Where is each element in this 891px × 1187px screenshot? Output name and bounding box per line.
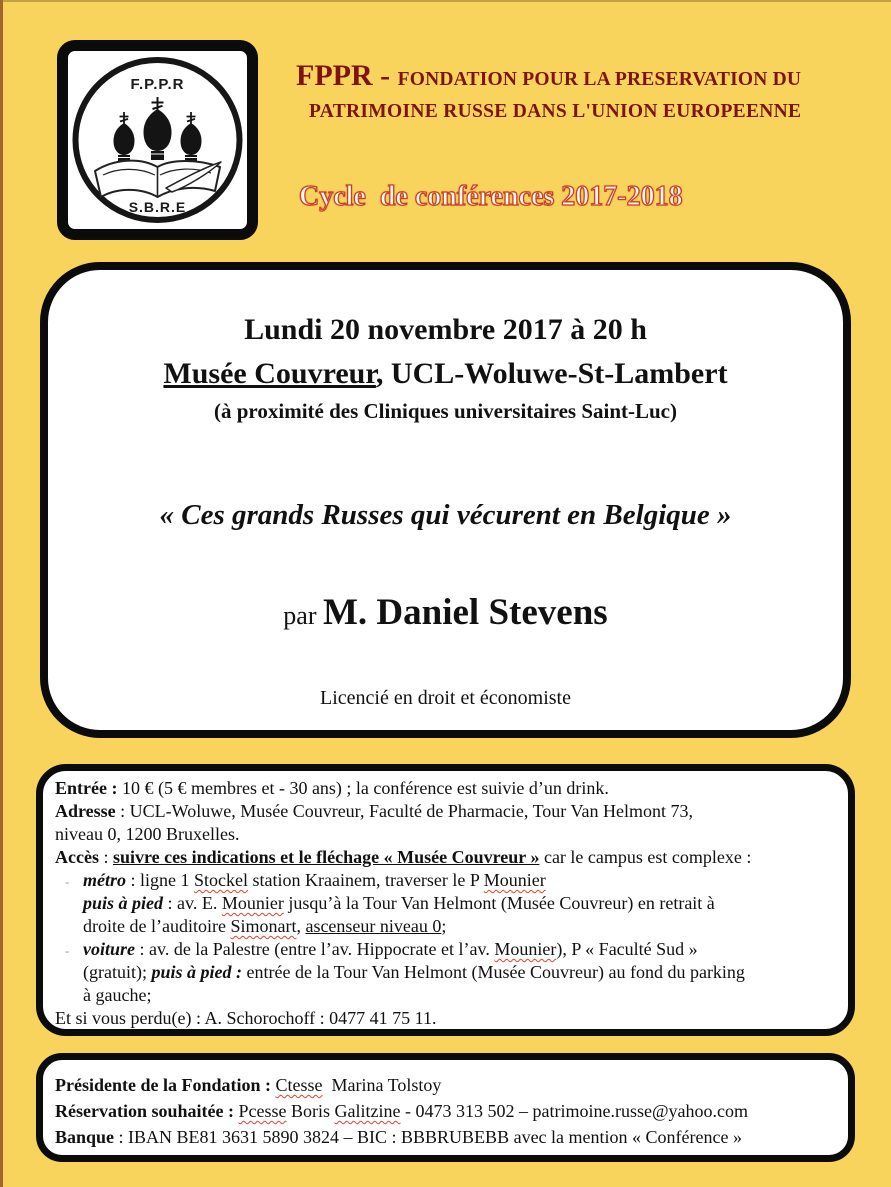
misspelled-word: Galitzine <box>334 1101 401 1121</box>
misspelled-word: Mounier <box>494 939 557 959</box>
pied-text: : av. E. <box>163 893 222 913</box>
voiture-text3: (gratuit); <box>83 962 152 982</box>
org-abbr: FPPR - <box>296 59 398 92</box>
org-name-line1 <box>296 60 874 96</box>
org-title <box>296 60 874 127</box>
pied-text4: , <box>296 916 306 936</box>
acces-label: Accès <box>55 847 99 867</box>
event-venue <box>48 352 843 396</box>
banque-line <box>55 1124 836 1150</box>
misspelled-word: Pcesse <box>238 1101 287 1121</box>
acces-rest: car le campus est complexe : <box>539 847 752 867</box>
voiture-text4: entrée de la Tour Van Helmont (Musée Couvreur) au fond du parking <box>242 962 745 982</box>
acces-line <box>55 846 836 869</box>
metro-line <box>55 869 836 892</box>
footer-card <box>36 1053 855 1162</box>
banque-text: : IBAN BE81 3631 5890 3824 – BIC : BBBRUBEBB avec la mention « Conférence » <box>114 1127 742 1147</box>
entree-line <box>55 777 836 800</box>
adresse-text: : UCL-Woluwe, Musée Couvreur, Faculté de Pharmacie, Tour Van Helmont 73, <box>115 801 693 821</box>
voiture-pied-label: puis à pied : <box>151 962 242 982</box>
president-name: Marina Tolstoy <box>322 1075 442 1095</box>
misspelled-word: Stockel <box>194 870 248 890</box>
misspelled-word: Mounier <box>221 893 284 913</box>
speaker-description: Licencié en droit et économiste <box>319 687 571 709</box>
fppr-logo <box>57 40 258 240</box>
misspelled-word: Simonart <box>230 916 297 936</box>
page-left-edge <box>0 0 3 1187</box>
voiture-line3: à gauche; <box>83 985 152 1005</box>
bullet-marker: ‐ <box>65 943 70 958</box>
reservation-name: Boris <box>286 1101 335 1121</box>
misspelled-word: Ctesse <box>275 1075 323 1095</box>
metro-label: métro <box>83 870 126 890</box>
entree-label: Entrée : <box>55 778 118 798</box>
adresse-line <box>55 800 836 823</box>
pied-text5: ; <box>441 916 447 936</box>
conference-title: « Ces grands Russes qui vécurent en Belgique » <box>159 499 732 531</box>
by-label: par <box>283 601 323 630</box>
pied-label: puis à pied <box>83 893 164 913</box>
info-card <box>36 764 855 1036</box>
reservation-label: Réservation souhaitée : <box>55 1101 234 1121</box>
pied-line <box>55 892 836 915</box>
venue-name: Musée Couvreur <box>163 357 376 390</box>
ascenseur-underline: ascenseur niveau 0 <box>305 916 442 936</box>
president-line <box>55 1072 836 1098</box>
metro-text: : ligne 1 <box>126 870 194 890</box>
voiture-text: : av. de la Palestre (entre l’av. Hippocrate et l’av. <box>135 939 495 959</box>
acces-sep: : <box>98 847 113 867</box>
voiture-text2: ), P « Faculté Sud » <box>556 939 698 959</box>
pied-line2 <box>55 915 836 938</box>
metro-text2: station Kraainem, traverser le P <box>248 870 484 890</box>
voiture-label: voiture <box>83 939 135 959</box>
adresse-line2: niveau 0, 1200 Bruxelles. <box>55 824 240 844</box>
banque-label: Banque <box>55 1127 115 1147</box>
speaker-name: M. Daniel Stevens <box>323 592 608 633</box>
event-datetime: Lundi 20 novembre 2017 à 20 h <box>244 313 647 346</box>
fppr-logo-seal <box>68 51 247 229</box>
president-label: Présidente de la Fondation : <box>55 1075 271 1095</box>
org-name-rest: FONDATION POUR LA PRESERVATION DU <box>397 69 802 90</box>
lost-contact-line: Et si vous perdu(e) : A. Schorochoff : 0477 41 75 11. <box>55 1008 437 1028</box>
voiture-line <box>55 938 836 961</box>
pied-text3: droite de l’auditoire <box>83 916 231 936</box>
acces-directions-link[interactable]: suivre ces indications et le fléchage « Musée Couvreur » <box>113 847 540 867</box>
pied-text2: jusqu’à la Tour Van Helmont (Musée Couvreur) en retrait à <box>283 893 715 913</box>
entree-text: 10 € (5 € membres et - 30 ans) ; la conférence est suivie d’un drink. <box>117 778 609 798</box>
reservation-line <box>55 1098 836 1124</box>
logo-bottom-text: S.B.R.E <box>128 199 187 215</box>
page-top-edge <box>0 0 891 2</box>
org-name-line2: PATRIMOINE RUSSE DANS L'UNION EUROPEENNE <box>309 101 802 122</box>
cycle-subtitle: Cycle de conférences 2017-2018 <box>299 181 683 212</box>
reservation-contact: - 0473 313 502 – patrimoine.russe@yahoo.com <box>400 1101 749 1121</box>
adresse-label: Adresse <box>55 801 116 821</box>
speaker-line <box>48 588 843 645</box>
voiture-line2 <box>55 961 836 984</box>
event-card <box>40 262 851 738</box>
event-venue-note: (à proximité des Cliniques universitaires Saint-Luc) <box>214 399 677 423</box>
misspelled-word: Mounier <box>483 870 546 890</box>
logo-top-text: F.P.P.R <box>130 76 185 93</box>
bullet-marker: ‐ <box>65 874 70 889</box>
venue-rest: , UCL-Woluwe-St-Lambert <box>375 357 728 390</box>
